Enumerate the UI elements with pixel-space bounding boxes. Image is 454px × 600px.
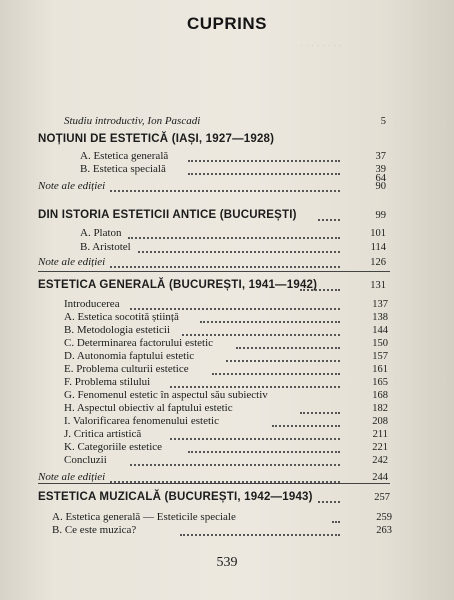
dot-leader: [170, 385, 340, 388]
dot-leader: [170, 437, 340, 440]
entry-title: B. Estetica specială: [80, 163, 166, 175]
toc-entry: [0, 454, 454, 470]
dot-leader: [300, 288, 340, 291]
entry-page-number: 263: [376, 525, 392, 536]
entry-title: I. Valorificarea fenomenului estetic: [64, 415, 219, 427]
entry-title: A. Estetica socotită știință: [64, 311, 179, 323]
entry-page-number: 221: [372, 442, 388, 453]
dot-leader: [272, 424, 340, 427]
dot-leader: [332, 520, 340, 523]
entry-page-number: 144: [372, 325, 388, 336]
bleed-through-text: · · · · · · · ·: [300, 40, 342, 50]
entry-page-number: 182: [372, 403, 388, 414]
entry-page-number: 5: [380, 116, 386, 127]
dot-leader: [236, 346, 340, 349]
entry-title: B. Ce este muzica?: [52, 524, 137, 536]
entry-title: K. Categoriile estetice: [64, 441, 163, 453]
entry-title: H. Aspectul obiectiv al faptului estetic: [64, 402, 233, 414]
entry-title: B. Metodologia esteticii: [64, 324, 171, 336]
dot-leader: [138, 250, 340, 253]
dot-leader: [130, 307, 340, 310]
entry-page-number: 101: [370, 228, 386, 239]
editor-notes-label: Note ale ediției: [38, 471, 106, 483]
entry-page-number: 157: [372, 351, 388, 362]
dot-leader: [188, 159, 340, 162]
entry-page-number: 150: [372, 338, 388, 349]
entry-title: A. Estetica generală — Esteticile speciale: [52, 511, 236, 523]
section-title: NOȚIUNI DE ESTETICĂ (IAȘI, 1927—1928): [38, 133, 275, 145]
editor-notes-label: Note ale ediției: [38, 180, 106, 192]
entry-title: Concluzii: [64, 454, 107, 466]
entry-title: A. Platon: [80, 227, 122, 239]
dot-leader: [318, 218, 340, 221]
dot-leader: [212, 372, 340, 375]
dot-leader: [110, 265, 340, 268]
section-title: ESTETICA MUZICALĂ (BUCUREȘTI, 1942—1943): [38, 491, 313, 503]
section-title: ESTETICA GENERALĂ (BUCUREȘTI, 1941—1942): [38, 279, 318, 291]
toc-entry: [0, 471, 454, 487]
entry-page-number: 244: [372, 472, 388, 483]
dot-leader: [180, 533, 340, 536]
entry-title: D. Autonomia faptului estetic: [64, 350, 195, 362]
entry-page-number: 64: [375, 173, 386, 184]
entry-title: C. Determinarea factorului estetic: [64, 337, 214, 349]
section-divider: [38, 271, 390, 272]
entry-page-number: 39: [375, 164, 386, 175]
toc-entry: [0, 491, 454, 507]
entry-title: E. Problema culturii estetice: [64, 363, 189, 375]
toc-entry: [0, 133, 454, 149]
dot-leader: [188, 450, 340, 453]
entry-page-number: 211: [372, 429, 388, 440]
editor-notes-label: Note ale ediției: [38, 256, 106, 268]
entry-page-number: 126: [370, 257, 386, 268]
entry-page-number: 99: [375, 210, 386, 221]
toc-entry: [0, 524, 454, 540]
toc-entry: [0, 115, 454, 131]
page-number: 539: [216, 555, 238, 570]
dot-leader: [318, 500, 340, 503]
toc-entry: [0, 279, 454, 295]
entry-page-number: 259: [376, 512, 392, 523]
entry-title: G. Fenomenul estetic în aspectul său subiectiv: [64, 389, 268, 401]
dot-leader: [110, 189, 340, 192]
section-title: DIN ISTORIA ESTETICII ANTICE (BUCUREȘTI): [38, 209, 297, 221]
entry-page-number: 37: [375, 151, 386, 162]
entry-page-number: 90: [375, 181, 386, 192]
entry-page-number: 242: [372, 455, 388, 466]
dot-leader: [200, 320, 340, 323]
entry-title: B. Aristotel: [80, 241, 131, 253]
entry-page-number: 168: [372, 390, 388, 401]
entry-title: A. Estetica generală: [80, 150, 169, 162]
entry-title: J. Critica artistică: [64, 428, 142, 440]
entry-page-number: 208: [372, 416, 388, 427]
entry-page-number: 137: [372, 299, 388, 310]
toc-entry: [0, 209, 454, 225]
entry-page-number: 257: [374, 492, 390, 503]
dot-leader: [226, 359, 340, 362]
dot-leader: [182, 333, 340, 336]
entry-page-number: 165: [372, 377, 388, 388]
entry-title: Introducerea: [64, 298, 120, 310]
entry-page-number: 161: [372, 364, 388, 375]
dot-leader: [128, 236, 340, 239]
entry-title: F. Problema stilului: [64, 376, 151, 388]
dot-leader: [300, 411, 340, 414]
dot-leader: [130, 463, 340, 466]
entry-page-number: 114: [370, 242, 386, 253]
entry-title: Studiu introductiv, Ion Pascadi: [64, 115, 201, 127]
toc-entry: [0, 241, 454, 257]
entry-page-number: 138: [372, 312, 388, 323]
entry-page-number: 131: [370, 280, 386, 291]
section-divider: [38, 483, 390, 484]
toc-entry: [0, 256, 454, 272]
toc-entry: [0, 180, 454, 196]
page-title: CUPRINS: [186, 14, 267, 33]
